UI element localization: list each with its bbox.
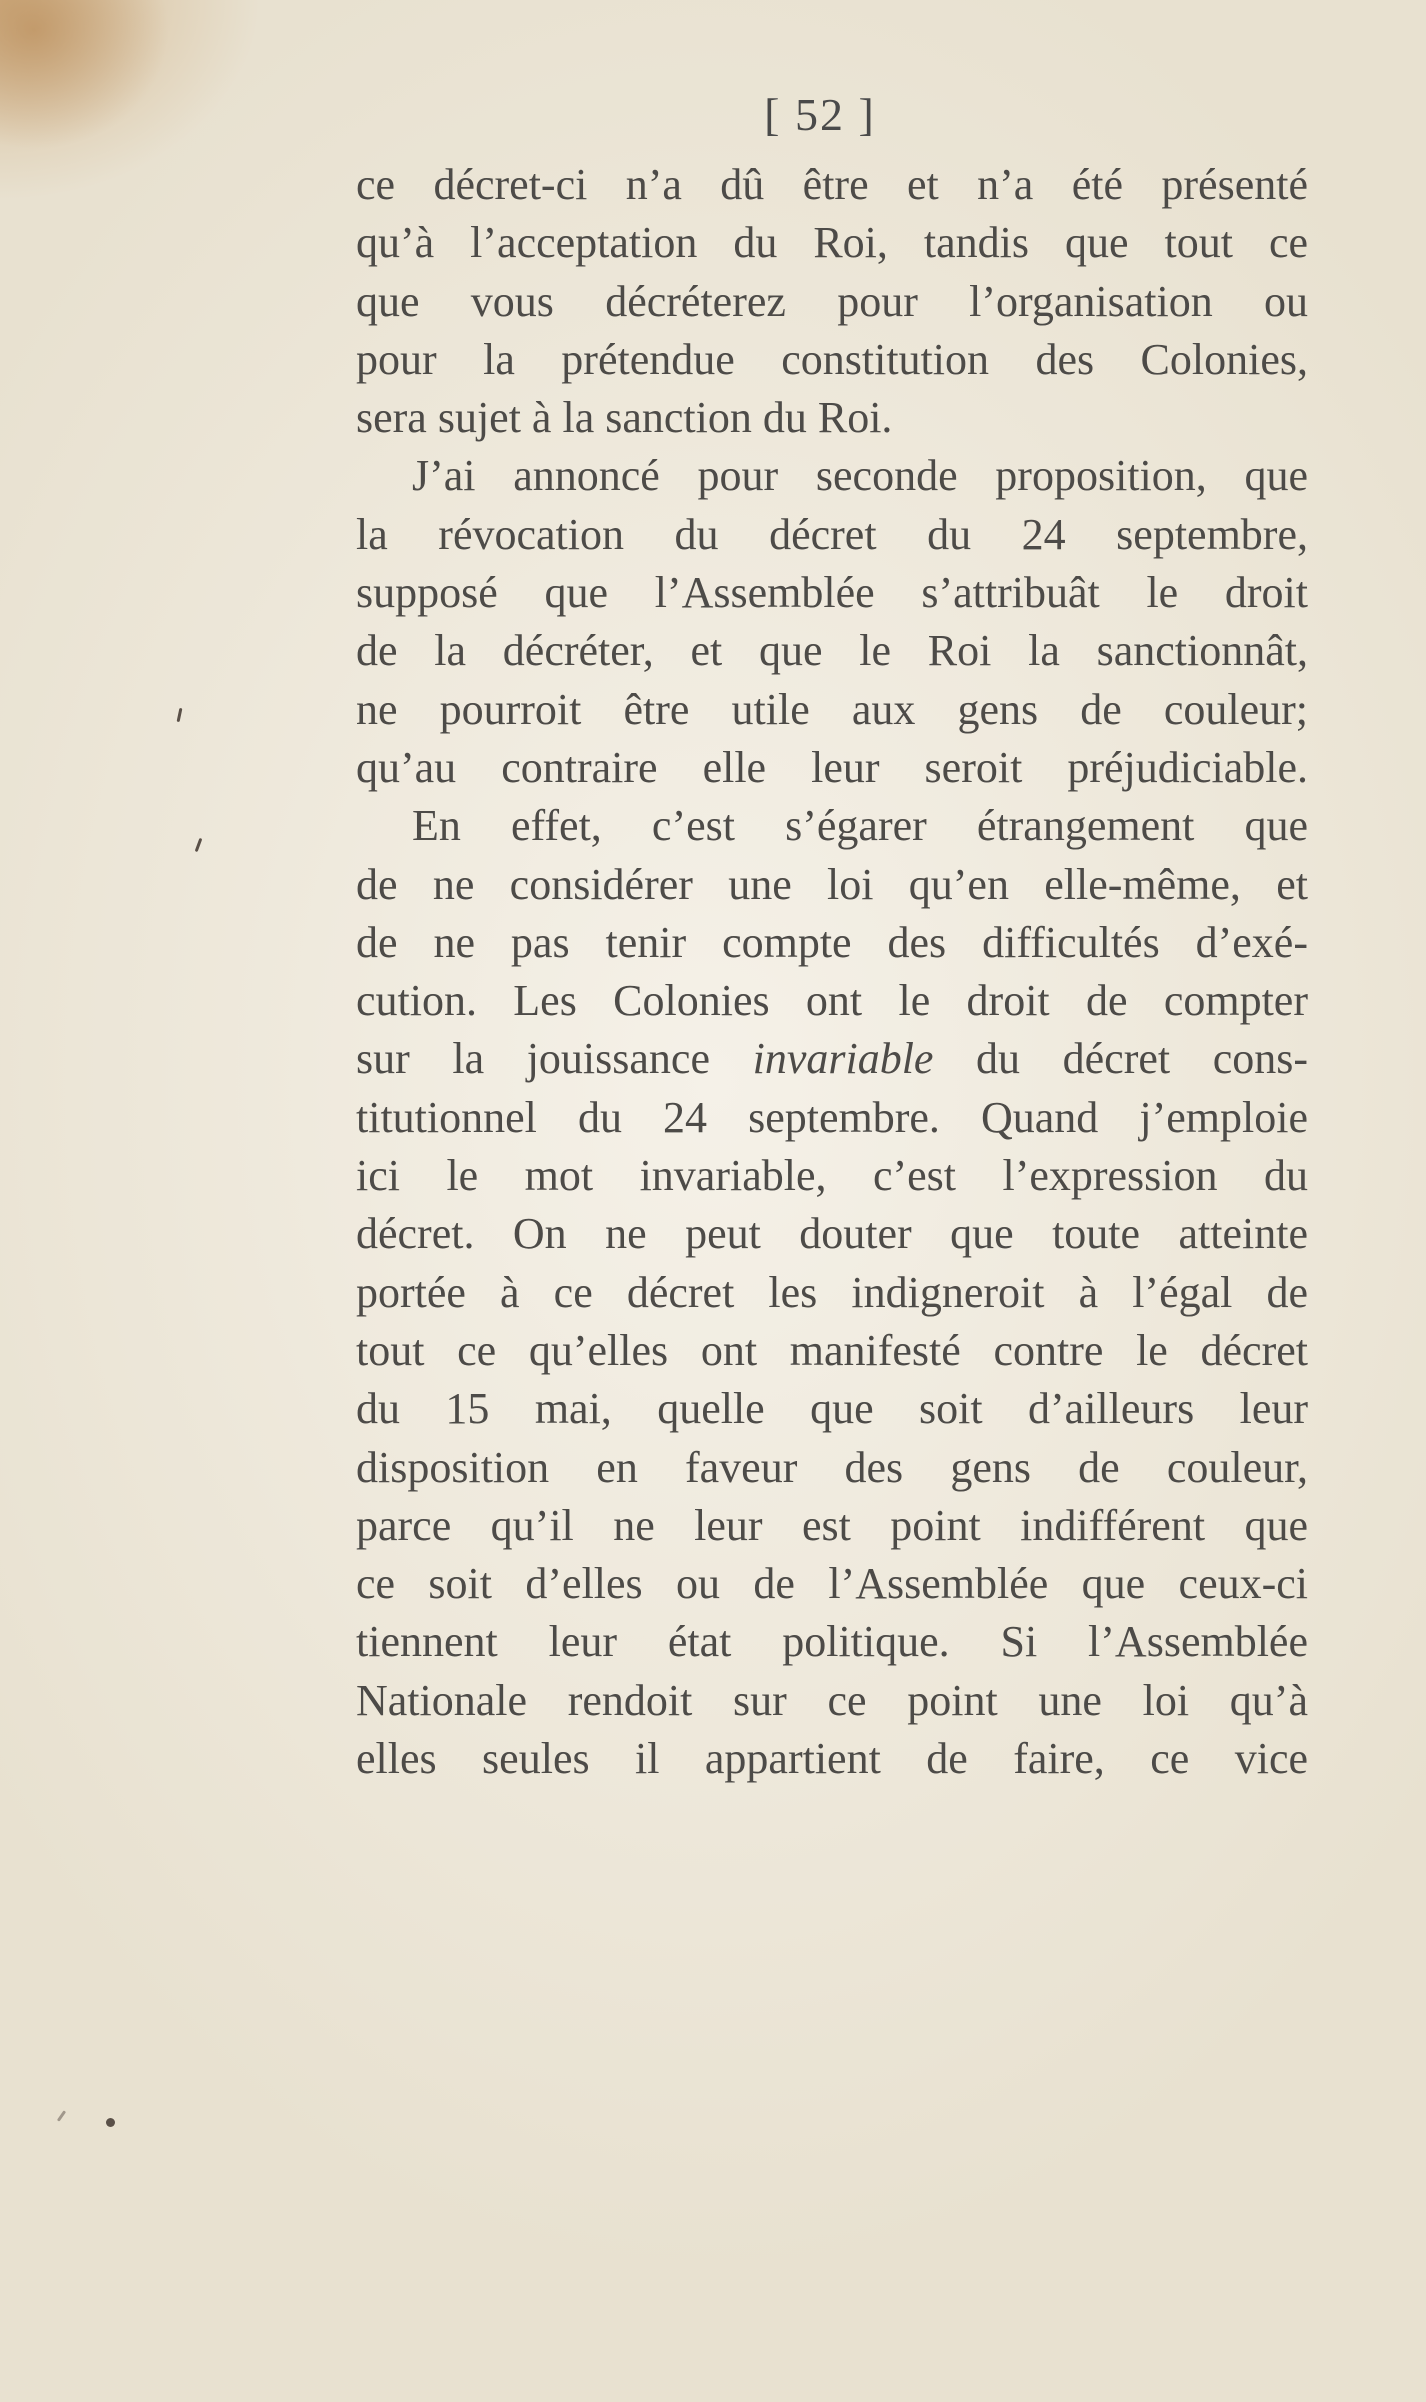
text-line: ne pourroit être utile aux gens de couleur; (356, 684, 1308, 734)
text-line: cution. Les Colonies ont le droit de compter (356, 976, 1308, 1026)
text-line: tiennent leur état politique. Si l’Assemblée (356, 1617, 1308, 1667)
text-line: qu’à l’acceptation du Roi, tandis que tout ce (356, 218, 1308, 268)
text-line: ce décret-ci n’a dû être et n’a été présenté (356, 160, 1308, 209)
text-line: la révocation du décret du 24 septembre, (356, 509, 1308, 559)
text-line: titutionnel du 24 septembre. Quand j’emploie (356, 1092, 1308, 1142)
text-line: supposé que l’Assemblée s’attribuât le droit (356, 568, 1308, 618)
age-stain (0, 0, 170, 150)
text-line: portée à ce décret les indigneroit à l’égal de (356, 1267, 1308, 1317)
ink-speck (177, 708, 183, 722)
text-segment: sur la jouissance (356, 1034, 710, 1084)
italic-word: invariable (752, 1034, 934, 1084)
text-line: Nationale rendoit sur ce point une loi qu’à (356, 1675, 1308, 1725)
text-line: que vous décréterez pour l’organisation ou (356, 276, 1308, 326)
text-line: ici le mot invariable, c’est l’expression du (356, 1151, 1308, 1201)
text-line: tout ce qu’elles ont manifesté contre le décret (356, 1325, 1308, 1375)
text-line: de ne considérer une loi qu’en elle-même, et (356, 859, 1308, 909)
text-line: disposition en faveur des gens de couleur, (356, 1442, 1308, 1492)
text-line: de ne pas tenir compte des difficultés d’exé- (356, 917, 1308, 967)
text-line: qu’au contraire elle leur seroit préjudiciable. (356, 742, 1308, 792)
text-line: ce soit d’elles ou de l’Assemblée que ceux-ci (356, 1559, 1308, 1609)
ink-speck (57, 2110, 66, 2122)
text-line: parce qu’il ne leur est point indifférent que (356, 1500, 1308, 1550)
text-line: pour la prétendue constitution des Colonies, (356, 334, 1308, 384)
ink-speck (106, 2118, 115, 2127)
page-number: [ 52 ] (764, 89, 876, 140)
text-line-with-italic (356, 1030, 1308, 1088)
body-text (356, 156, 1308, 1788)
text-line: décret. On ne peut douter que toute atteinte (356, 1209, 1308, 1259)
text-line: elles seules il appartient de faire, ce vice (356, 1734, 1308, 1784)
text-line: J’ai annoncé pour seconde proposition, que (412, 451, 1308, 501)
text-segment: du décret cons- (976, 1034, 1308, 1084)
text-line: En effet, c’est s’égarer étrangement que (412, 801, 1308, 851)
text-line: de la décréter, et que le Roi la sanctionnât, (356, 626, 1308, 676)
text-line: du 15 mai, quelle que soit d’ailleurs leur (356, 1384, 1308, 1434)
text-line: sera sujet à la sanction du Roi. (356, 393, 893, 443)
ink-speck (195, 838, 203, 852)
